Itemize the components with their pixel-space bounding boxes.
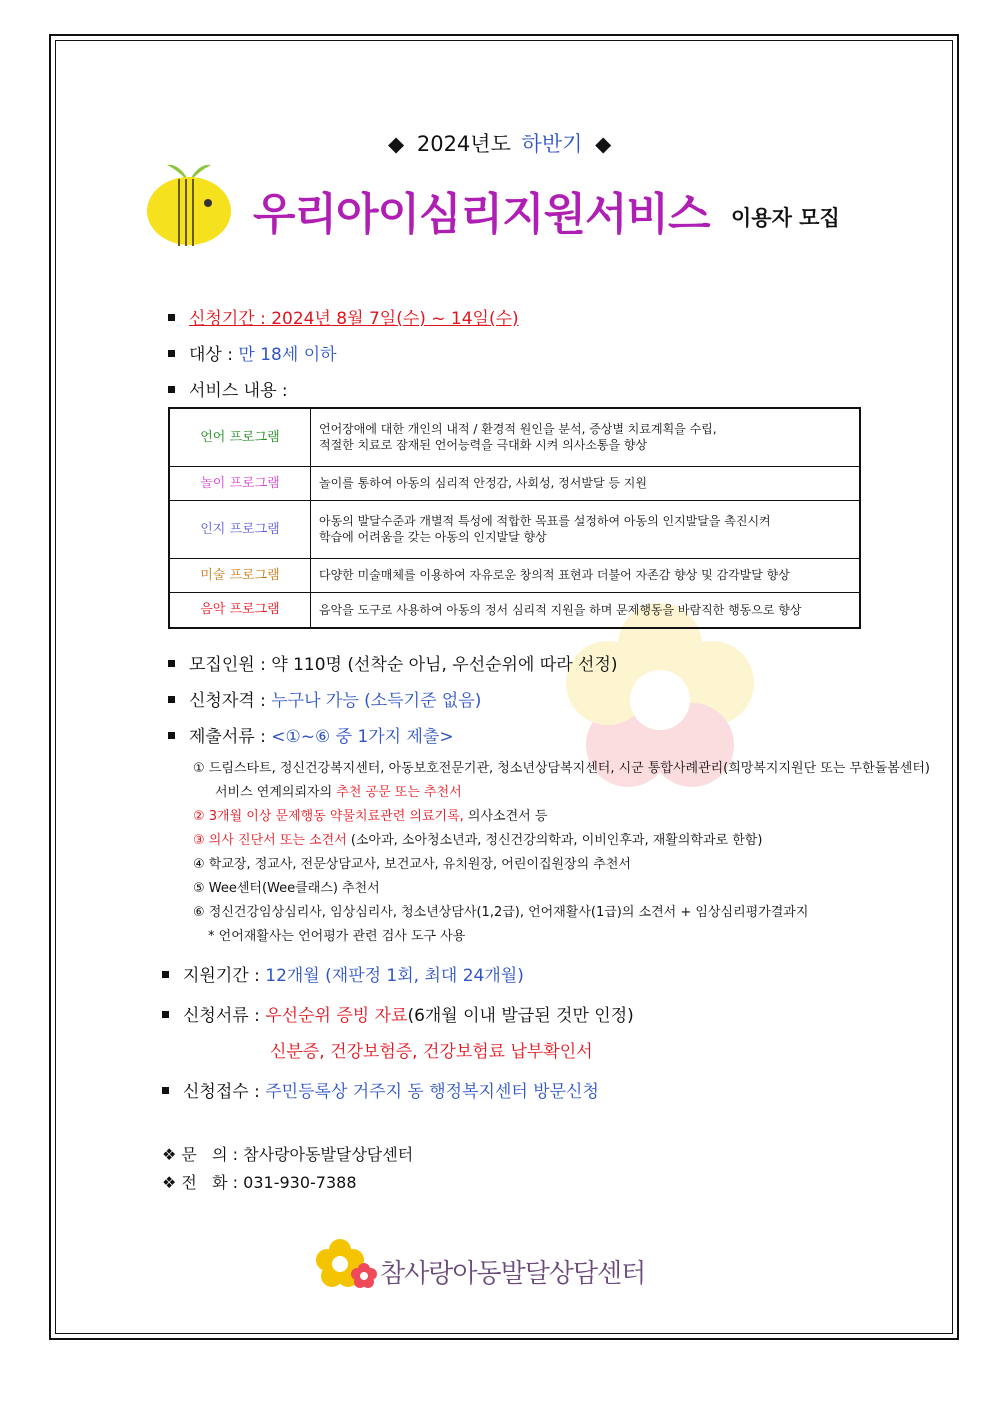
apply-docs-row: 신청서류 : 우선순위 증빙 자료(6개월 이내 발급된 것만 인정)	[162, 1001, 634, 1026]
recruit-label: 모집인원	[189, 655, 255, 675]
target-value: 만 18세 이하	[238, 345, 337, 365]
documents-label: 제출서류	[189, 727, 255, 747]
doc-item-1-cont: 서비스 연계의뢰자의 추천 공문 또는 추천서	[215, 785, 462, 800]
apply-docs-line2: 신분증, 건강보험증, 건강보험료 납부확인서	[270, 1042, 593, 1062]
program-desc: 아동의 발달수준과 개별적 특성에 적합한 목표를 설정하여 아동의 인지발달을 촉진시켜 학습에 어려움을 갖는 아동의 인지발달 향상	[311, 501, 861, 558]
program-desc: 다양한 미술매체를 이용하여 자유로운 창의적 표현과 더불어 자존감 향상 및 감각발달 향상	[311, 558, 861, 593]
program-table	[168, 407, 861, 629]
program-name: 언어 프로그램	[169, 408, 311, 466]
subtitle: 이용자 모집	[731, 206, 840, 230]
target-row: 대상 : 만 18세 이하	[168, 340, 337, 365]
table-row	[169, 408, 860, 466]
reception-label: 신청접수	[183, 1082, 249, 1102]
year-heading	[388, 128, 611, 158]
program-name: 미술 프로그램	[169, 558, 311, 593]
doc-item-3: ③ 의사 진단서 또는 소견서 (소아과, 소아청소년과, 정신건강의학과, 이비인후과, 재활의학과로 한함)	[193, 833, 763, 848]
doc-note: * 언어재활사는 언어평가 관련 검사 도구 사용	[208, 929, 466, 944]
support-label: 지원기간	[183, 966, 249, 986]
center-flower-logo	[312, 1236, 378, 1296]
table-row	[169, 501, 860, 558]
doc-item-2: ② 3개월 이상 문제행동 약물치료관련 의료기록, 의사소견서 등	[193, 809, 548, 824]
diamond-icon: ◆	[388, 132, 405, 156]
doc-item-6: ⑥ 정신건강임상심리사, 임상심리사, 청소년상담사(1,2급), 언어재활사(1급)의 소견서 + 임상심리평가결과지	[193, 905, 809, 920]
table-row	[169, 558, 860, 593]
reception-row: 신청접수 : 주민등록상 거주지 동 행정복지센터 방문신청	[162, 1077, 599, 1102]
apply-docs-red: 우선순위 증빙 자료	[265, 1006, 408, 1026]
main-title: 우리아이심리지원서비스	[253, 189, 710, 240]
bullet-icon	[168, 696, 175, 703]
target-label: 대상	[189, 345, 222, 365]
diamond-icon: ◆	[595, 132, 612, 156]
period-text: 신청기간 : 2024년 8월 7일(수) ~ 14일(수)	[189, 309, 519, 329]
recruit-row	[168, 650, 618, 675]
program-name: 인지 프로그램	[169, 501, 311, 558]
recruit-value: : 약 110명 (선착순 아님, 우선순위에 따라 선정)	[254, 655, 618, 675]
bullet-icon	[168, 660, 175, 667]
reception-value: 주민등록상 거주지 동 행정복지센터 방문신청	[265, 1082, 599, 1102]
application-period	[168, 304, 519, 329]
bullet-icon	[168, 350, 175, 357]
apply-docs-label: 신청서류	[183, 1006, 249, 1026]
bullet-icon	[168, 386, 175, 393]
inquiry-line: ❖ 문 의 : 참사랑아동발달상담센터	[162, 1145, 414, 1164]
bee-logo	[145, 153, 233, 249]
documents-row: 제출서류 : <①~⑥ 중 1가지 제출>	[168, 722, 454, 747]
program-desc: 언어장애에 대한 개인의 내적 / 환경적 원인을 분석, 증상별 치료계획을 수립, 적절한 치료로 잠재된 언어능력을 극대화 시켜 의사소통을 향상	[311, 408, 861, 466]
doc-item-1: ① 드림스타트, 정신건강복지센터, 아동보호전문기관, 청소년상담복지센터, 시군 통합사례관리(희망복지지원단 또는 무한돌봄센터)	[193, 761, 930, 776]
bullet-icon	[162, 971, 169, 978]
bullet-icon	[168, 732, 175, 739]
doc-item-4: ④ 학교장, 정교사, 전문상담교사, 보건교사, 유치원장, 어린이집원장의 추천서	[193, 857, 631, 872]
program-name: 음악 프로그램	[169, 593, 311, 628]
program-name: 놀이 프로그램	[169, 466, 311, 501]
eligibility-row: 신청자격 : 누구나 가능 (소득기준 없음)	[168, 686, 481, 711]
service-label: 서비스 내용 :	[189, 381, 288, 401]
program-desc: 음악을 도구로 사용하여 아동의 정서 심리적 지원을 하며 문제행동을 바람직한 행동으로 향상	[311, 593, 861, 628]
eligibility-value: 누구나 가능 (소득기준 없음)	[271, 691, 482, 711]
documents-value: <①~⑥ 중 1가지 제출>	[271, 727, 454, 747]
support-value: 12개월 (재판정 1회, 최대 24개월)	[265, 966, 524, 986]
table-row	[169, 593, 860, 628]
bullet-icon	[162, 1087, 169, 1094]
program-desc: 놀이를 통하여 아동의 심리적 안정감, 사회성, 정서발달 등 지원	[311, 466, 861, 501]
year-prefix: 2024년도	[416, 132, 511, 156]
table-row	[169, 466, 860, 501]
service-row	[168, 376, 288, 401]
bullet-icon	[162, 1011, 169, 1018]
apply-docs-rest: (6개월 이내 발급된 것만 인정)	[407, 1006, 634, 1026]
support-row: 지원기간 : 12개월 (재판정 1회, 최대 24개월)	[162, 961, 524, 986]
eligibility-label: 신청자격	[189, 691, 255, 711]
half-label: 하반기	[521, 132, 583, 156]
phone-line: ❖ 전 화 : 031-930-7388	[162, 1173, 357, 1192]
bullet-icon	[168, 314, 175, 321]
center-name-footer: 참사랑아동발달상담센터	[380, 1259, 646, 1289]
doc-item-5: ⑤ Wee센터(Wee클래스) 추천서	[193, 881, 380, 896]
